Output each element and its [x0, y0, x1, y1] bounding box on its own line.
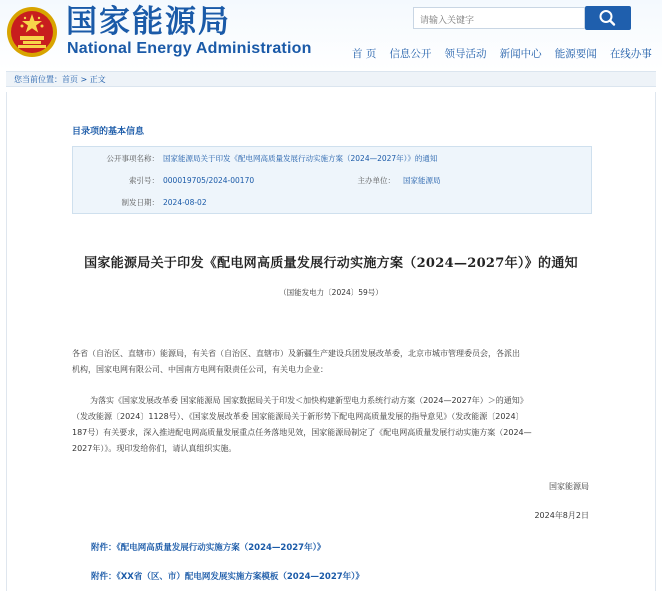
- meta-row-date: [73, 197, 207, 208]
- signature-org: 国家能源局: [549, 482, 589, 491]
- nav-news-center[interactable]: 新闻中心: [499, 48, 542, 60]
- breadcrumb[interactable]: 您当前位置：首页 > 正文: [6, 71, 656, 87]
- search-input[interactable]: [414, 11, 580, 31]
- national-emblem-icon[interactable]: [6, 6, 58, 58]
- nav-online-services[interactable]: 在线办事: [609, 48, 652, 60]
- meta-value-index: 000019705/2024-00170: [163, 176, 255, 185]
- paragraph-line-1: 为落实《国家发展改革委 国家能源局 国家数据局关于印发＜加快构建新型电力系统行动方案（2024—2027年）＞的通知》: [90, 396, 528, 405]
- meta-label-date: 制发日期：: [121, 198, 159, 207]
- site-name-cn[interactable]: 国家能源局: [66, 4, 231, 40]
- main-nav: [352, 42, 660, 58]
- meta-row-index: [73, 175, 254, 186]
- recipients-line-1: 各省（自治区、直辖市）能源局，有关省（自治区、直辖市）及新疆生产建设兵团发展改革委，北京市城市管理委员会，各派出: [72, 349, 520, 358]
- document-title: 国家能源局关于印发《配电网高质量发展行动实施方案（2024—2027年）》的通知: [84, 256, 578, 271]
- recipients-line-2: 机构，国家电网有限公司、中国南方电网有限责任公司，有关电力企业：: [72, 365, 328, 374]
- nav-info-disclosure[interactable]: 信息公开: [389, 48, 432, 60]
- paragraph-line-2: （发改能源〔2024〕1128号）、《国家发展改革委 国家能源局关于新形势下配电网高质量发展的指导意见》（发改能源〔2024〕: [72, 412, 524, 421]
- search-icon: [585, 6, 631, 30]
- attachment-link-2[interactable]: 附件：《XX省（区、市）配电网发展实施方案模板（2024—2027年）》: [91, 572, 364, 582]
- attachment-link-1[interactable]: 附件：《配电网高质量发展行动实施方案（2024—2027年）》: [91, 543, 326, 553]
- meta-label-issuer: 主办单位：: [357, 176, 395, 185]
- meta-row-subject: [73, 153, 437, 164]
- document-number: （国能发电力〔2024〕59号）: [279, 288, 383, 297]
- meta-value-date: 2024-08-02: [163, 198, 207, 207]
- meta-info-box: [72, 146, 592, 214]
- paragraph-line-3: 187号）有关要求，深入推进配电网高质量发展重点任务落地见效，国家能源局制定了《配电网高质量发展行动实施方案（2024—: [72, 428, 532, 437]
- nav-home[interactable]: 首 页: [352, 48, 377, 60]
- meta-label-index: 索引号：: [129, 176, 159, 185]
- search-button[interactable]: [585, 6, 631, 30]
- meta-label-subject: 公开事项名称：: [106, 154, 159, 163]
- signature-date: 2024年8月2日: [534, 511, 589, 520]
- site-name-en[interactable]: National Energy Administration: [67, 40, 312, 57]
- paragraph-line-4: 2027年）》。现印发给你们，请认真组织实施。: [72, 444, 237, 453]
- nav-leader-activities[interactable]: 领导活动: [444, 48, 487, 60]
- meta-row-issuer: [331, 175, 441, 186]
- meta-value-issuer: 国家能源局: [403, 176, 441, 185]
- nav-energy-news[interactable]: 能源要闻: [554, 48, 597, 60]
- meta-value-subject: 国家能源局关于印发《配电网高质量发展行动实施方案（2024—2027年）》的通知: [163, 154, 438, 163]
- meta-heading: 目录项的基本信息: [72, 127, 145, 137]
- search-box[interactable]: [413, 7, 585, 29]
- site-header: [0, 0, 662, 70]
